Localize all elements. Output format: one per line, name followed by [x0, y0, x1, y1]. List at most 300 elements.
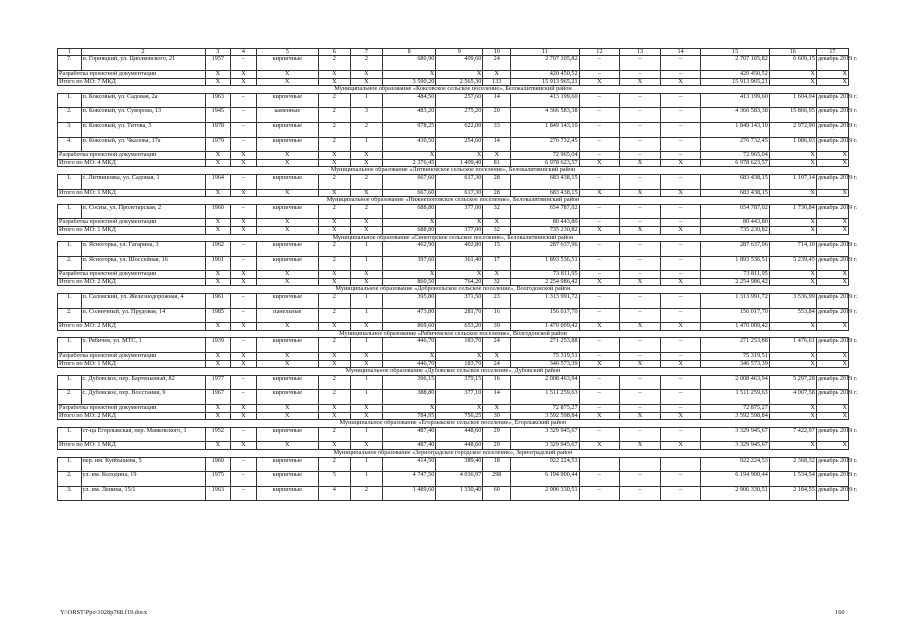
- table-cell: 388,80: [382, 390, 435, 405]
- table-cell: 276 732,45: [511, 137, 579, 152]
- table-cell: –: [660, 405, 701, 413]
- table-cell: X: [350, 189, 382, 197]
- table-cell: X: [816, 442, 848, 450]
- table-cell: 2: [318, 308, 350, 323]
- table-cell: 3 329 945,67: [701, 442, 769, 450]
- summary-label: Итого по МО: 1 МКД: [58, 442, 206, 450]
- table-cell: 2.: [58, 256, 82, 271]
- table-cell: 2: [350, 56, 382, 71]
- table-cell: X: [816, 78, 848, 86]
- table-row: [58, 122, 849, 137]
- table-cell: 1 604,04: [769, 93, 816, 108]
- table-cell: –: [231, 204, 257, 219]
- table-cell: –: [660, 174, 701, 189]
- table-cell: 2: [318, 93, 350, 108]
- table-cell: 1960: [205, 457, 231, 472]
- table-cell: X: [660, 412, 701, 420]
- table-cell: X: [769, 189, 816, 197]
- table-cell: X: [620, 159, 661, 167]
- table-cell: 2: [318, 122, 350, 137]
- table-cell: 5 239,45: [769, 256, 816, 271]
- table-cell: –: [579, 242, 620, 257]
- summary-label: Итого по МО: 7 МКД: [58, 78, 206, 86]
- table-cell: –: [620, 122, 661, 137]
- table-cell: –: [579, 152, 620, 160]
- table-cell: –: [579, 375, 620, 390]
- summary-label: Разработка проектной документации: [58, 271, 206, 279]
- table-cell: 15: [483, 242, 511, 257]
- table-cell: X: [620, 78, 661, 86]
- table-cell: 1: [350, 338, 382, 353]
- table-cell: 23: [483, 294, 511, 309]
- table-cell: 275,20: [436, 108, 483, 123]
- table-cell: X: [579, 226, 620, 234]
- table-cell: –: [579, 108, 620, 123]
- address-cell: ул. им. Ленина, 15/1: [81, 486, 205, 501]
- table-cell: X: [256, 405, 318, 413]
- table-cell: X: [256, 189, 318, 197]
- table-cell: 7 422,97: [769, 427, 816, 442]
- table-cell: –: [660, 242, 701, 257]
- municipality-title: Муниципальное образование «Дубовское сельское поселение», Дубовский район: [58, 368, 849, 376]
- table-cell: X: [382, 405, 435, 413]
- table-cell: 257,60: [436, 93, 483, 108]
- address-cell: с. Дубовское, пер. Восстания, 9: [81, 390, 205, 405]
- summary-label: Итого по МО: 2 МКД: [58, 412, 206, 420]
- table-cell: X: [231, 226, 257, 234]
- table-cell: –: [231, 122, 257, 137]
- table-row: [58, 56, 849, 71]
- table-cell: –: [579, 486, 620, 501]
- table-cell: декабрь 2019 г.: [816, 294, 848, 309]
- table-cell: X: [205, 278, 231, 286]
- table-cell: –: [231, 390, 257, 405]
- table-cell: 2 972,90: [769, 122, 816, 137]
- table-cell: 1.: [58, 242, 82, 257]
- footer-file-path: Y:\ORST\Ppo\1028p768.f19.docx: [60, 609, 148, 616]
- table-cell: 2: [318, 108, 350, 123]
- table-cell: 3 536,99: [769, 294, 816, 309]
- table-cell: –: [231, 427, 257, 442]
- table-cell: декабрь 2019 г.: [816, 427, 848, 442]
- table-cell: X: [205, 78, 231, 86]
- table-cell: 1: [350, 137, 382, 152]
- table-cell: X: [436, 152, 483, 160]
- table-cell: 377,10: [436, 390, 483, 405]
- table-cell: –: [660, 271, 701, 279]
- table-cell: X: [579, 360, 620, 368]
- table-cell: кирпичные: [256, 472, 318, 487]
- municipality-title: Муниципальное образование «Егорлыкское сельское поселение», Егорлыкский район: [58, 420, 849, 428]
- table-cell: –: [231, 375, 257, 390]
- table-cell: 2 906 330,51: [511, 486, 579, 501]
- table-cell: 1961: [205, 256, 231, 271]
- table-cell: –: [620, 472, 661, 487]
- table-cell: –: [231, 294, 257, 309]
- table-cell: X: [660, 442, 701, 450]
- table-cell: X: [579, 323, 620, 331]
- table-cell: кирпичные: [256, 174, 318, 189]
- address-cell: п. Горняцкий, ул. Циолковского, 21: [81, 56, 205, 71]
- table-cell: X: [769, 226, 816, 234]
- table-cell: [620, 457, 661, 472]
- table-cell: X: [816, 189, 848, 197]
- table-cell: –: [660, 204, 701, 219]
- table-cell: X: [816, 323, 848, 331]
- table-cell: X: [318, 353, 350, 361]
- table-cell: X: [231, 278, 257, 286]
- table-cell: 1967: [205, 390, 231, 405]
- table-cell: X: [620, 360, 661, 368]
- table-cell: –: [620, 353, 661, 361]
- table-cell: X: [256, 412, 318, 420]
- table-cell: 2: [318, 375, 350, 390]
- table-cell: 1 489,60: [382, 486, 435, 501]
- table-cell: –: [620, 486, 661, 501]
- column-number: 7: [350, 49, 382, 56]
- column-number: 8: [382, 49, 435, 56]
- table-cell: 1977: [205, 375, 231, 390]
- table-cell: кирпичные: [256, 375, 318, 390]
- table-cell: –: [579, 204, 620, 219]
- table-row: [58, 308, 849, 323]
- table-cell: X: [350, 226, 382, 234]
- table-cell: 281,70: [436, 308, 483, 323]
- table-cell: X: [816, 159, 848, 167]
- table-cell: каменные: [256, 108, 318, 123]
- address-cell: п. Коксовый, ул. Чкалова, 17а: [81, 137, 205, 152]
- table-cell: 1978: [205, 122, 231, 137]
- column-number: 1: [58, 49, 82, 56]
- table-cell: X: [660, 78, 701, 86]
- table-cell: декабрь 2019 г.: [816, 174, 848, 189]
- table-cell: X: [318, 278, 350, 286]
- table-cell: X: [231, 152, 257, 160]
- summary-label: Разработка проектной документации: [58, 219, 206, 227]
- table-cell: –: [231, 93, 257, 108]
- address-cell: пер. им. Куйбышева, 5: [81, 457, 205, 472]
- table-cell: 5: [318, 472, 350, 487]
- table-cell: декабрь 2019 г.: [816, 472, 848, 487]
- municipality-title: Муниципальное образование «Литвиновское сельское поселение», Белокалитвинский район: [58, 167, 849, 175]
- table-cell: –: [579, 122, 620, 137]
- table-cell: X: [816, 226, 848, 234]
- table-row: [58, 174, 849, 189]
- table-cell: X: [620, 412, 661, 420]
- summary-row: [58, 226, 849, 234]
- table-cell: 4 007,58: [769, 390, 816, 405]
- table-cell: 420 450,52: [701, 71, 769, 79]
- table-cell: –: [231, 242, 257, 257]
- table-cell: X: [231, 159, 257, 167]
- table-cell: X: [318, 226, 350, 234]
- table-cell: 32: [483, 204, 511, 219]
- table-cell: декабрь 2019 г.: [816, 375, 848, 390]
- table-cell: 17: [483, 256, 511, 271]
- table-cell: [660, 457, 701, 472]
- table-cell: 395,80: [382, 294, 435, 309]
- table-cell: X: [660, 189, 701, 197]
- table-row: [58, 108, 849, 123]
- table-cell: –: [231, 56, 257, 71]
- table-cell: кирпичные: [256, 137, 318, 152]
- table-cell: 15 866,95: [769, 108, 816, 123]
- table-cell: 1962: [205, 242, 231, 257]
- table-cell: 483,20: [382, 108, 435, 123]
- table-cell: 1: [350, 457, 382, 472]
- table-cell: 2: [318, 137, 350, 152]
- address-cell: п. Саловский, ул. Железнодорожная, 4: [81, 294, 205, 309]
- table-cell: 1 893 536,51: [701, 256, 769, 271]
- table-cell: –: [231, 108, 257, 123]
- table-cell: –: [660, 294, 701, 309]
- table-cell: 413 199,60: [511, 93, 579, 108]
- table-cell: –: [579, 472, 620, 487]
- table-cell: 617,30: [436, 189, 483, 197]
- table-cell: 784,95: [382, 412, 435, 420]
- table-cell: 1963: [205, 486, 231, 501]
- table-row: [58, 390, 849, 405]
- table-cell: X: [382, 71, 435, 79]
- table-cell: 735 230,82: [701, 226, 769, 234]
- table-cell: –: [620, 294, 661, 309]
- table-cell: 29: [483, 427, 511, 442]
- table-cell: X: [231, 412, 257, 420]
- table-cell: –: [620, 390, 661, 405]
- table-cell: 1 849 143,10: [511, 122, 579, 137]
- table-cell: 2.: [58, 472, 82, 487]
- table-cell: X: [382, 152, 435, 160]
- table-cell: 1964: [205, 174, 231, 189]
- table-cell: –: [620, 338, 661, 353]
- table-cell: –: [620, 137, 661, 152]
- table-cell: X: [769, 412, 816, 420]
- column-number: 9: [436, 49, 483, 56]
- table-cell: –: [660, 308, 701, 323]
- summary-row: [58, 152, 849, 160]
- table-cell: 6 978 623,57: [701, 159, 769, 167]
- column-number: 15: [701, 49, 769, 56]
- table-cell: 2: [318, 390, 350, 405]
- table-cell: X: [205, 71, 231, 79]
- table-cell: X: [350, 353, 382, 361]
- table-row: [58, 204, 849, 219]
- table-cell: 2 707 105,82: [511, 56, 579, 71]
- table-cell: 2.: [58, 108, 82, 123]
- summary-label: Разработка проектной документации: [58, 152, 206, 160]
- address-cell: п. Ясногорка, ул. Гагарина, 3: [81, 242, 205, 257]
- column-number: 13: [620, 49, 661, 56]
- table-cell: 1 313 991,72: [701, 294, 769, 309]
- table-cell: X: [318, 71, 350, 79]
- table-cell: –: [579, 256, 620, 271]
- table-cell: X: [350, 219, 382, 227]
- table-row: [58, 486, 849, 501]
- table-cell: 683 438,15: [701, 189, 769, 197]
- table-cell: X: [816, 360, 848, 368]
- table-cell: X: [816, 353, 848, 361]
- address-cell: с. Литвиновка, ул. Садовая, 1: [81, 174, 205, 189]
- table-cell: X: [436, 271, 483, 279]
- table-cell: X: [205, 189, 231, 197]
- table-cell: 922 224,53: [701, 457, 769, 472]
- table-row: [58, 427, 849, 442]
- table-cell: –: [579, 427, 620, 442]
- table-cell: кирпичные: [256, 256, 318, 271]
- table-cell: 2: [318, 204, 350, 219]
- address-cell: п. Солнечный, ул. Прудовая, 14: [81, 308, 205, 323]
- table-cell: X: [579, 189, 620, 197]
- table-cell: X: [483, 71, 511, 79]
- table-cell: 81: [483, 159, 511, 167]
- table-cell: 2: [350, 174, 382, 189]
- table-cell: 683 438,15: [701, 174, 769, 189]
- table-cell: X: [816, 271, 848, 279]
- column-number: 6: [318, 49, 350, 56]
- table-cell: 1: [350, 294, 382, 309]
- table-cell: 622,00: [436, 122, 483, 137]
- table-cell: 2: [318, 242, 350, 257]
- table-cell: –: [620, 256, 661, 271]
- municipality-section-row: [58, 449, 849, 457]
- table-cell: 15 913 965,21: [511, 78, 579, 86]
- table-cell: 553,84: [769, 308, 816, 323]
- table-cell: 2.: [58, 308, 82, 323]
- table-cell: X: [256, 353, 318, 361]
- table-cell: –: [660, 353, 701, 361]
- table-cell: X: [660, 278, 701, 286]
- column-number: 14: [660, 49, 701, 56]
- table-cell: X: [350, 360, 382, 368]
- table-cell: 2: [318, 174, 350, 189]
- table-cell: –: [231, 486, 257, 501]
- table-cell: 80 443,80: [511, 219, 579, 227]
- table-cell: 2: [318, 427, 350, 442]
- table-cell: X: [350, 442, 382, 450]
- table-cell: –: [660, 71, 701, 79]
- table-cell: 72 965,04: [511, 152, 579, 160]
- table-cell: 1 470 009,42: [701, 323, 769, 331]
- table-cell: 2: [350, 204, 382, 219]
- table-cell: 1961: [205, 294, 231, 309]
- table-row: [58, 457, 849, 472]
- table-cell: 183,70: [436, 338, 483, 353]
- table-cell: декабрь 2019 г.: [816, 93, 848, 108]
- table-cell: 688,80: [382, 226, 435, 234]
- table-cell: X: [318, 412, 350, 420]
- housing-repair-table: [57, 48, 858, 501]
- summary-label: Разработка проектной документации: [58, 353, 206, 361]
- address-cell: п. Коксовый, ул. Садовая, 2а: [81, 93, 205, 108]
- table-cell: 33: [483, 122, 511, 137]
- table-cell: X: [231, 189, 257, 197]
- table-cell: X: [816, 412, 848, 420]
- address-cell: с. Дубовское, пер. Бартеньевый, 82: [81, 375, 205, 390]
- summary-label: Итого по МО: 2 МКД: [58, 323, 206, 331]
- table-cell: 396,15: [382, 375, 435, 390]
- table-cell: 2: [350, 122, 382, 137]
- table-cell: 860,50: [382, 278, 435, 286]
- table-cell: 75 319,51: [511, 353, 579, 361]
- table-cell: 1 409,40: [436, 159, 483, 167]
- table-cell: 487,40: [382, 442, 435, 450]
- table-cell: –: [660, 256, 701, 271]
- table-cell: 1 736,84: [769, 204, 816, 219]
- table-cell: 2: [350, 486, 382, 501]
- table-cell: –: [231, 338, 257, 353]
- summary-row: [58, 219, 849, 227]
- table-cell: 1960: [205, 204, 231, 219]
- column-number: 4: [231, 49, 257, 56]
- table-cell: 4: [318, 486, 350, 501]
- summary-label: Итого по МО: 1 МКД: [58, 189, 206, 197]
- table-cell: X: [769, 159, 816, 167]
- table-cell: 446,70: [382, 360, 435, 368]
- table-cell: X: [256, 323, 318, 331]
- municipality-title: Муниципальное образование «Нижнепоповское сельское поселение», Белокалитвинский район: [58, 197, 849, 205]
- table-cell: 462,90: [382, 242, 435, 257]
- table-cell: 2 707 105,82: [701, 56, 769, 71]
- table-cell: –: [231, 256, 257, 271]
- table-cell: X: [205, 159, 231, 167]
- table-cell: кирпичные: [256, 390, 318, 405]
- table-cell: 1 330,40: [436, 486, 483, 501]
- table-cell: X: [350, 78, 382, 86]
- table-cell: 617,30: [436, 174, 483, 189]
- table-cell: 28: [483, 174, 511, 189]
- table-row: [58, 375, 849, 390]
- table-cell: –: [620, 219, 661, 227]
- table-cell: 683 438,15: [511, 189, 579, 197]
- table-cell: 29: [483, 442, 511, 450]
- table-cell: X: [769, 360, 816, 368]
- table-cell: декабрь 2019 г.: [816, 204, 848, 219]
- summary-label: Итого по МО: 1 МКД: [58, 360, 206, 368]
- table-cell: –: [620, 152, 661, 160]
- table-cell: 133: [483, 78, 511, 86]
- table-cell: X: [816, 219, 848, 227]
- table-row: [58, 472, 849, 487]
- table-cell: 1.: [58, 427, 82, 442]
- table-cell: X: [769, 271, 816, 279]
- table-cell: 397,60: [382, 256, 435, 271]
- table-cell: декабрь 2019 г.: [816, 486, 848, 501]
- table-cell: 1: [350, 472, 382, 487]
- table-cell: 32: [483, 278, 511, 286]
- municipality-section-row: [58, 330, 849, 338]
- table-cell: 1 893 536,51: [511, 256, 579, 271]
- table-cell: X: [318, 442, 350, 450]
- table-cell: 2 254 986,42: [701, 278, 769, 286]
- table-cell: 75 319,51: [701, 353, 769, 361]
- table-cell: 1963: [205, 93, 231, 108]
- table-cell: 39: [483, 323, 511, 331]
- table-cell: X: [816, 71, 848, 79]
- table-cell: 271 253,88: [701, 338, 769, 353]
- table-cell: –: [579, 294, 620, 309]
- table-cell: 735 230,82: [511, 226, 579, 234]
- table-cell: кирпичные: [256, 122, 318, 137]
- table-cell: 6 194 900,44: [511, 472, 579, 487]
- table-cell: X: [483, 353, 511, 361]
- table-cell: 4 036,97: [436, 472, 483, 487]
- table-cell: 2 184,55: [769, 486, 816, 501]
- table-cell: кирпичные: [256, 338, 318, 353]
- table-cell: X: [256, 71, 318, 79]
- table-cell: –: [660, 137, 701, 152]
- table-cell: 1 849 143,10: [701, 122, 769, 137]
- table-cell: –: [231, 308, 257, 323]
